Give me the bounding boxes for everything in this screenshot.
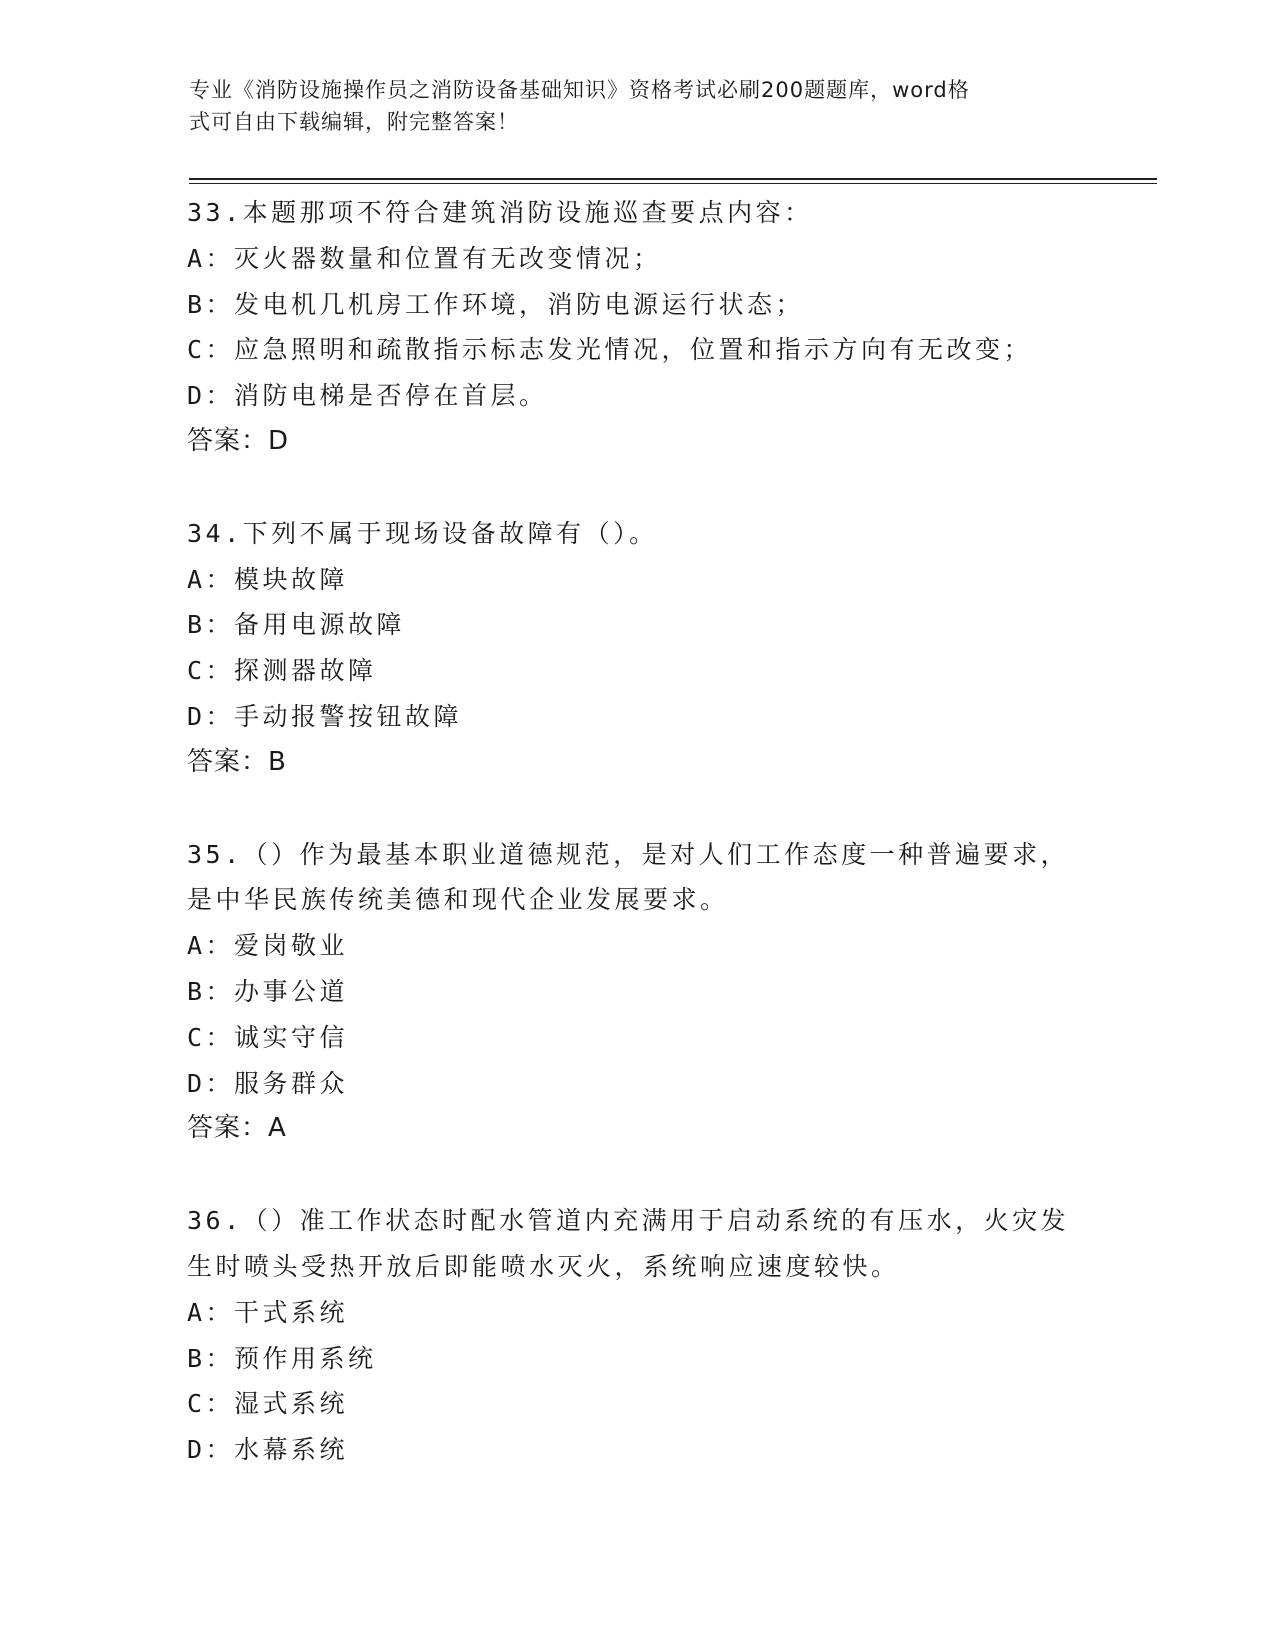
question-stem: 34.下列不属于现场设备故障有（）。 [187,518,658,548]
question-stem-line-2: 是中华民族传统美德和现代企业发展要求。 [187,885,729,915]
document-header [189,74,1069,138]
option-c: C：应急照明和疏散指示标志发光情况，位置和指示方向有无改变； [187,335,1033,365]
option-a: A：干式系统 [187,1297,349,1327]
option-c: C：诚实守信 [187,1022,349,1052]
question-33 [187,190,1087,465]
option-a: A：爱岗敬业 [187,931,349,961]
option-d: D：手动报警按钮故障 [187,701,463,731]
option-b: B：发电机几机房工作环境，消防电源运行状态； [187,289,805,319]
header-line-1: 专业《消防设施操作员之消防设备基础知识》资格考试必刷200题题库，word格 [189,78,970,102]
option-c: C：探测器故障 [187,656,377,686]
option-b: B：预作用系统 [187,1343,377,1373]
question-stem-line-2: 生时喷头受热开放后即能喷水灭火，系统响应速度较快。 [187,1251,900,1281]
header-divider-thick [189,178,1157,180]
option-d: D：水幕系统 [187,1435,349,1465]
option-d: D：消防电梯是否停在首层。 [187,381,548,411]
question-36 [187,1198,1087,1473]
question-34 [187,511,1087,786]
answer-label: 答案：B [187,746,287,777]
question-stem-line-1: 36.（）准工作状态时配水管道内充满用于启动系统的有压水，火灾发 [187,1206,1070,1236]
question-stem-line-1: 35.（）作为最基本职业道德规范，是对人们工作态度一种普遍要求， [187,839,1070,869]
header-line-2: 式可自由下载编辑，附完整答案！ [189,110,519,134]
option-c: C：湿式系统 [187,1389,349,1419]
option-d: D：服务群众 [187,1068,349,1098]
option-b: B：办事公道 [187,976,349,1006]
answer-label: 答案：A [187,1113,287,1144]
question-35 [187,832,1087,1153]
option-a: A：灭火器数量和位置有无改变情况； [187,243,662,273]
question-list [187,190,1087,1519]
option-a: A：模块故障 [187,564,349,594]
option-b: B：备用电源故障 [187,610,406,640]
question-stem: 33.本题那项不符合建筑消防设施巡查要点内容： [187,198,813,227]
header-divider-thin [189,183,1157,184]
answer-label: 答案：D [187,425,290,456]
